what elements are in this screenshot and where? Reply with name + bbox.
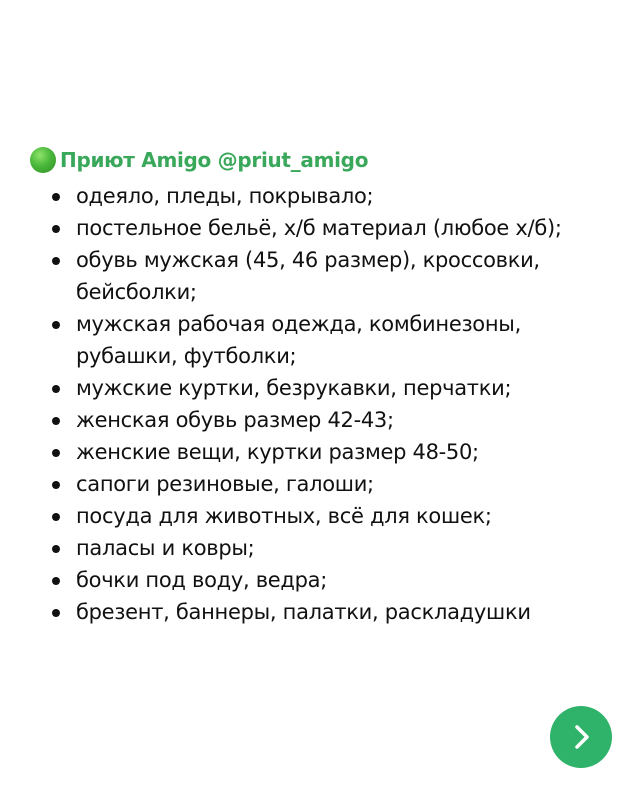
list-item-text: постельное бельё, х/б материал (любое х/б); [76, 216, 562, 240]
list-item [30, 212, 615, 244]
list-item [30, 436, 615, 468]
bullet-icon [52, 513, 60, 521]
list-item-text: женская обувь размер 42-43; [76, 408, 394, 432]
bullet-icon [52, 321, 60, 329]
shelter-heading-text: Приют Amigo @priut_amigo [60, 148, 369, 172]
bullet-icon [52, 225, 60, 233]
list-item [30, 308, 615, 372]
list-item [30, 404, 615, 436]
list-item-text: одеяло, пледы, покрывало; [76, 184, 374, 208]
next-slide-button[interactable] [550, 706, 612, 768]
list-item [30, 372, 615, 404]
bullet-icon [52, 385, 60, 393]
content-area [30, 140, 615, 628]
list-item-text: брезент, баннеры, палатки, раскладушки [76, 600, 531, 624]
green-circle-icon [30, 147, 56, 173]
bullet-icon [52, 577, 60, 585]
list-item [30, 180, 615, 212]
bullet-icon [52, 449, 60, 457]
bullet-icon [52, 417, 60, 425]
list-item-text: обувь мужская (45, 46 размер), кроссовки, бейсболки; [76, 248, 540, 304]
bullet-icon [52, 545, 60, 553]
list-item [30, 244, 615, 308]
list-item-text: женские вещи, куртки размер 48-50; [76, 440, 479, 464]
bullet-icon [52, 193, 60, 201]
list-item-text: посуда для животных, всё для кошек; [76, 504, 492, 528]
list-item-text: сапоги резиновые, галоши; [76, 472, 374, 496]
list-item [30, 468, 615, 500]
chevron-right-icon [566, 722, 596, 752]
bullet-icon [52, 481, 60, 489]
bullet-icon [52, 257, 60, 265]
list-item-text: мужская рабочая одежда, комбинезоны, рубашки, футболки; [76, 312, 521, 368]
list-item [30, 500, 615, 532]
list-item [30, 564, 615, 596]
donation-list [30, 180, 615, 628]
shelter-heading [30, 140, 615, 180]
bullet-icon [52, 609, 60, 617]
list-item-text: мужские куртки, безрукавки, перчатки; [76, 376, 512, 400]
list-item [30, 532, 615, 564]
list-item-text: бочки под воду, ведра; [76, 568, 327, 592]
list-item [30, 596, 615, 628]
list-item-text: паласы и ковры; [76, 536, 255, 560]
